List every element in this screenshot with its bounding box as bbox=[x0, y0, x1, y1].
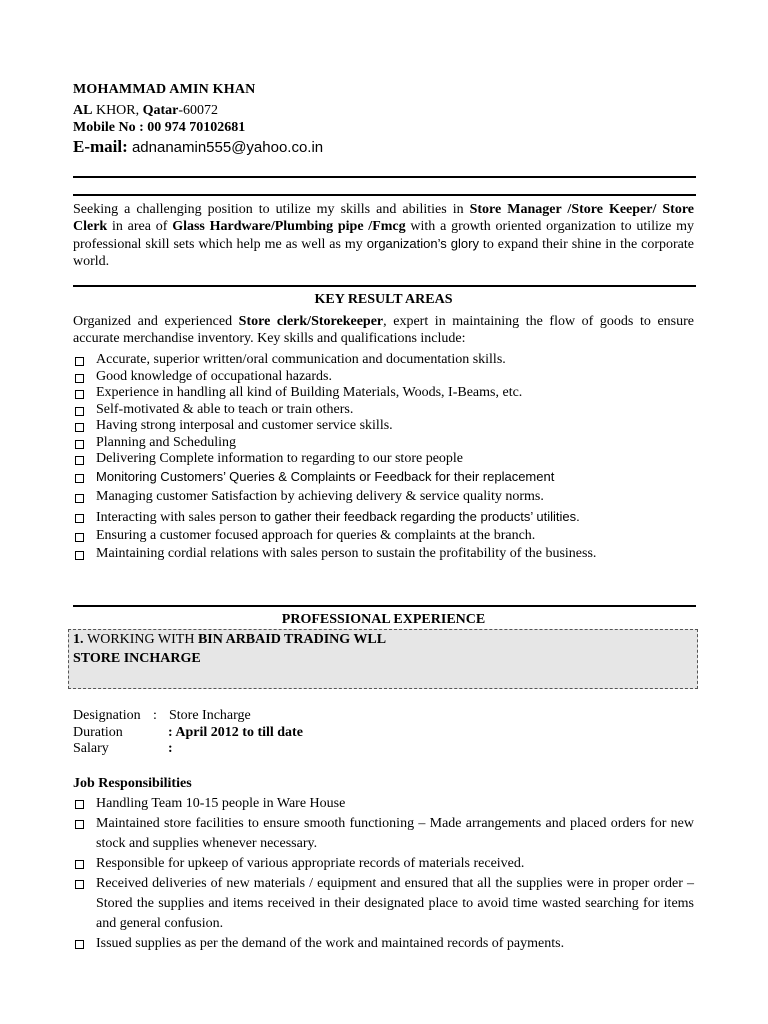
list-item-text: Interacting with sales person bbox=[96, 510, 261, 525]
list-item-text: Good knowledge of occupational hazards. bbox=[96, 368, 332, 384]
experience-divider bbox=[73, 605, 696, 607]
list-item bbox=[73, 385, 698, 402]
checkbox-icon bbox=[75, 860, 84, 869]
kra-intro-text: , expert in maintaining the flow of goods to ensure accurate merchandise inventory. Key skills and qualifications include: bbox=[73, 314, 694, 346]
designation-label: Designation bbox=[73, 708, 141, 723]
objective-paragraph bbox=[73, 201, 694, 270]
list-item-text-sans: to gather their feedback regarding the products’ utilities. bbox=[260, 509, 580, 524]
job-working-with: WORKING WITH bbox=[87, 632, 198, 647]
kra-intro-text: Organized and experienced bbox=[73, 314, 239, 329]
salary-row bbox=[73, 741, 184, 757]
objective-text: to expand their shine in the corporate world. bbox=[73, 237, 694, 269]
checkbox-icon bbox=[75, 514, 84, 523]
list-item-text: Planning and Scheduling bbox=[96, 434, 236, 450]
objective-text: Seeking a challenging position to utilize my skills and abilities in bbox=[73, 202, 470, 217]
list-item bbox=[73, 794, 694, 814]
duration-row bbox=[73, 725, 303, 741]
job-title-line bbox=[73, 632, 386, 648]
list-item bbox=[73, 528, 698, 546]
checkbox-icon bbox=[75, 820, 84, 829]
list-item bbox=[73, 451, 698, 469]
objective-target-area: Glass Hardware/Plumbing pipe /Fmcg bbox=[172, 219, 406, 234]
job-company: BIN ARBAID TRADING WLL bbox=[197, 632, 387, 647]
list-item bbox=[73, 874, 694, 934]
objective-text: in area of bbox=[107, 219, 173, 234]
duration-label: Duration bbox=[73, 725, 123, 740]
list-item-text: Maintaining cordial relations with sales person to sustain the profitability of the business. bbox=[96, 546, 597, 561]
checkbox-icon bbox=[75, 390, 84, 399]
list-item bbox=[73, 814, 694, 854]
address bbox=[73, 103, 218, 119]
list-item-text: Ensuring a customer focused approach for queries & complaints at the branch. bbox=[96, 528, 536, 543]
list-item bbox=[73, 418, 698, 435]
list-item bbox=[73, 369, 698, 386]
list-item bbox=[73, 854, 694, 874]
objective-target-roles: Store Manager /Store Keeper/ Store Clerk bbox=[73, 202, 694, 234]
email-label: E-mail: bbox=[73, 137, 128, 156]
list-item-text: Received deliveries of new materials / equipment and ensured that all the supplies were in proper order – Stored the supplies and items received in their designated place to avoid time wasted searching for items and general confusion. bbox=[96, 876, 694, 931]
mobile-number: Mobile No : 00 974 70102681 bbox=[73, 120, 246, 135]
salary-label: Salary bbox=[73, 741, 109, 756]
list-item-text: Experience in handling all kind of Building Materials, Woods, I-Beams, etc. bbox=[96, 385, 523, 400]
checkbox-icon bbox=[75, 474, 84, 483]
list-item-text: Having strong interposal and customer service skills. bbox=[96, 418, 393, 433]
kra-intro-role: Store clerk/Storekeeper bbox=[238, 314, 384, 329]
list-item bbox=[73, 509, 698, 528]
list-item bbox=[73, 469, 698, 489]
checkbox-icon bbox=[75, 440, 84, 449]
list-item bbox=[73, 546, 698, 564]
duration-value: : April 2012 to till date bbox=[168, 725, 303, 740]
address-qatar: Qatar bbox=[142, 103, 179, 118]
responsibilities-heading: Job Responsibilities bbox=[73, 776, 192, 791]
responsibilities-list bbox=[73, 794, 694, 954]
designation-value: Store Incharge bbox=[169, 708, 251, 723]
checkbox-icon bbox=[75, 374, 84, 383]
objective-text: with a growth oriented organization to utilize my professional skill sets which help me as well as my bbox=[73, 219, 695, 252]
checkbox-icon bbox=[75, 940, 84, 949]
list-item-text: Issued supplies as per the demand of the work and maintained records of payments. bbox=[96, 936, 565, 951]
list-item-text: Accurate, superior written/oral communication and documentation skills. bbox=[96, 352, 506, 367]
list-item-text: Maintained store facilities to ensure smooth functioning – Made arrangements and placed orders for new stock and supplies whenever necessary. bbox=[96, 816, 694, 851]
designation-row bbox=[73, 708, 251, 724]
header-divider-1 bbox=[73, 176, 696, 178]
checkbox-icon bbox=[75, 494, 84, 503]
address-khor: KHOR, bbox=[92, 103, 143, 118]
kra-list bbox=[73, 352, 698, 564]
salary-colon: : bbox=[168, 741, 173, 756]
checkbox-icon bbox=[75, 423, 84, 432]
list-item-text: Handling Team 10-15 people in Ware House bbox=[96, 796, 346, 811]
kra-divider bbox=[73, 285, 696, 287]
kra-intro bbox=[73, 313, 694, 347]
list-item-text: Managing customer Satisfaction by achieving delivery & service quality norms. bbox=[96, 489, 544, 504]
candidate-name: MOHAMMAD AMIN KHAN bbox=[73, 82, 256, 97]
email-line bbox=[73, 137, 323, 157]
experience-heading: PROFESSIONAL EXPERIENCE bbox=[281, 612, 486, 627]
header-divider-2 bbox=[73, 194, 696, 196]
address-code: -60072 bbox=[178, 103, 219, 118]
address-al: AL bbox=[73, 103, 93, 118]
list-item bbox=[73, 435, 698, 452]
list-item-text: Delivering Complete information to regarding to our store people bbox=[96, 451, 464, 466]
checkbox-icon bbox=[75, 357, 84, 366]
checkbox-icon bbox=[75, 533, 84, 542]
list-item-text: Self-motivated & able to teach or train others. bbox=[96, 401, 354, 417]
checkbox-icon bbox=[75, 800, 84, 809]
checkbox-icon bbox=[75, 407, 84, 416]
list-item bbox=[73, 934, 694, 954]
kra-heading: KEY RESULT AREAS bbox=[314, 292, 453, 307]
checkbox-icon bbox=[75, 551, 84, 560]
job-number: 1. bbox=[73, 632, 87, 647]
email-value: adnanamin555@yahoo.co.in bbox=[127, 139, 324, 156]
designation-colon: : bbox=[153, 708, 157, 723]
list-item-text: Responsible for upkeep of various appropriate records of materials received. bbox=[96, 856, 525, 871]
list-item bbox=[73, 489, 698, 509]
checkbox-icon bbox=[75, 456, 84, 465]
objective-text-sans: organization’s glory bbox=[366, 236, 479, 251]
list-item-text: Monitoring Customers’ Queries & Complaints or Feedback for their replacement bbox=[96, 469, 555, 484]
list-item bbox=[73, 352, 698, 369]
list-item bbox=[73, 402, 698, 419]
job-role: STORE INCHARGE bbox=[73, 651, 201, 666]
checkbox-icon bbox=[75, 880, 84, 889]
